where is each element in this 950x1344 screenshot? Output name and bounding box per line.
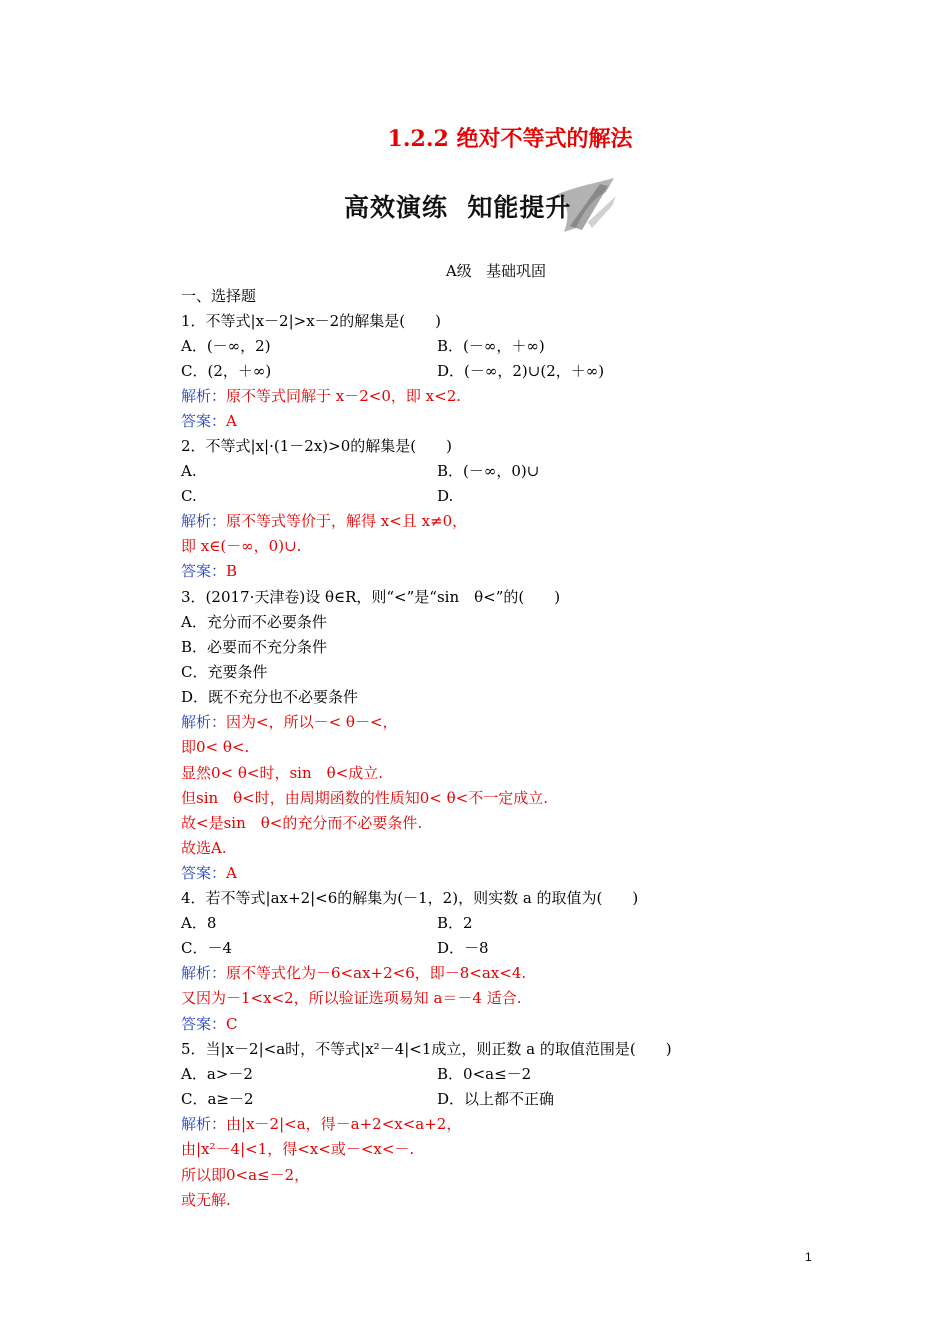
text-line [181,1089,254,1109]
text-line [181,386,461,406]
answer-label: 解析： [181,387,227,405]
level-heading: A级 基础巩固 [445,262,547,280]
text-line [181,1114,461,1134]
line-text: A．8 [181,914,217,932]
line-text: A．充分而不必要条件 [181,613,327,631]
answer-label: 解析： [181,964,227,982]
line-text: 即0< θ<. [181,738,250,756]
text-line [181,311,441,331]
text-line [181,988,521,1008]
line-text: A．(－∞，2) [181,337,271,355]
answer-label: 答案： [181,1015,227,1033]
text-line [181,838,227,858]
text-line [437,486,453,506]
line-text: C [226,1015,238,1033]
text-line [181,286,256,306]
text-line [437,336,545,356]
line-text: A [226,864,237,882]
line-text: C. [181,487,197,505]
answer-label: 解析： [181,1115,227,1133]
text-line [181,536,301,556]
line-text: D．既不充分也不必要条件 [181,688,359,706]
line-text: 但sin θ<时，由周期函数的性质知0< θ<不一定成立. [181,789,549,807]
line-text: B．0<a≤－2 [437,1065,532,1083]
text-line [181,1139,414,1159]
line-text: 即 x∈(－∞，0)∪. [181,537,302,555]
text-line [181,712,398,732]
text-line [181,662,267,682]
line-text: 所以即0<a≤－2， [181,1166,310,1184]
line-text: C．a≥－2 [181,1090,254,1108]
line-text: A. [181,462,197,480]
line-text: 因为<，所以－< θ－<， [226,713,398,731]
page-number: 1 [805,1250,812,1264]
line-text: 5．当|x－2|<a时，不等式|x²－4|<1成立，则正数 a 的取值范围是( ) [181,1040,672,1058]
text-line [181,587,560,607]
text-line [437,361,604,381]
text-line [181,813,422,833]
text-line [437,1089,554,1109]
line-text: 显然0< θ<时，sin θ<成立. [181,764,384,782]
text-line [181,511,467,531]
text-line [181,1064,253,1084]
answer-label: 解析： [181,713,227,731]
answer-label: 答案： [181,412,227,430]
text-line [437,938,489,958]
line-text: B．(－∞，0)∪ [437,462,540,480]
line-text: C．(2，＋∞) [181,362,272,380]
line-text: 原不等式化为－6<ax+2<6，即－8<ax<4. [226,964,527,982]
line-text: 原不等式同解于 x－2<0，即 x<2. [226,387,462,405]
text-line [181,913,216,933]
answer-label: 解析： [181,512,227,530]
text-line [181,938,232,958]
text-line [181,1190,231,1210]
text-line [181,763,383,783]
text-line [181,737,249,757]
text-line [181,561,237,581]
line-text: 故选A. [181,839,227,857]
text-line [181,336,271,356]
line-text: B．必要而不充分条件 [181,638,328,656]
line-text: D．以上都不正确 [437,1090,555,1108]
answer-label: 答案： [181,562,227,580]
text-line [181,788,548,808]
text-line [181,888,638,908]
text-line [181,361,271,381]
text-line [181,486,197,506]
line-text: 一、选择题 [181,287,257,305]
line-text: 故<是sin θ<的充分而不必要条件. [181,814,423,832]
line-text: 原不等式等价于，解得 x<且 x≠0， [226,512,468,530]
line-text: D．－8 [437,939,489,957]
page-title: 1.2.2 绝对不等式的解法 [387,126,633,152]
text-line [437,913,473,933]
banner-text: 高效演练 知能提升 [344,193,572,222]
line-text: D．(－∞，2)∪(2，＋∞) [437,362,605,380]
text-line [181,1165,309,1185]
line-text: 4．若不等式|ax+2|<6的解集为(－1，2)，则实数 a 的取值为( ) [181,889,639,907]
section-banner [338,176,628,236]
line-text: 1．不等式|x－2|>x－2的解集是( ) [181,312,441,330]
text-line [181,1014,238,1034]
line-text: D. [437,487,454,505]
text-line [181,637,327,657]
line-text: 2．不等式|x|·(1－2x)>0的解集是( ) [181,437,452,455]
line-text: A．a>－2 [181,1065,253,1083]
text-line [181,436,452,456]
line-text: B．(－∞，＋∞) [437,337,545,355]
line-text: 或无解. [181,1191,231,1209]
text-line [437,461,539,481]
line-text: B [226,562,238,580]
line-text: 3．(2017·天津卷)设 θ∈R，则“<”是“sin θ<”的( ) [181,588,561,606]
text-line [181,612,327,632]
line-text: C．－4 [181,939,233,957]
line-text: 由|x²－4|<1，得<x<或－<x<－. [181,1140,415,1158]
answer-label: 答案： [181,864,227,882]
text-line [181,411,237,431]
text-line [181,963,526,983]
text-line [181,863,237,883]
line-text: B．2 [437,914,473,932]
line-text: 又因为－1<x<2，所以验证选项易知 a＝－4 适合. [181,989,522,1007]
text-line [437,1064,531,1084]
text-line [181,1039,672,1059]
line-text: 由|x－2|<a，得－a+2<x<a+2， [226,1115,462,1133]
line-text: C．充要条件 [181,663,268,681]
line-text: A [226,412,237,430]
text-line [181,687,358,707]
text-line [181,461,197,481]
